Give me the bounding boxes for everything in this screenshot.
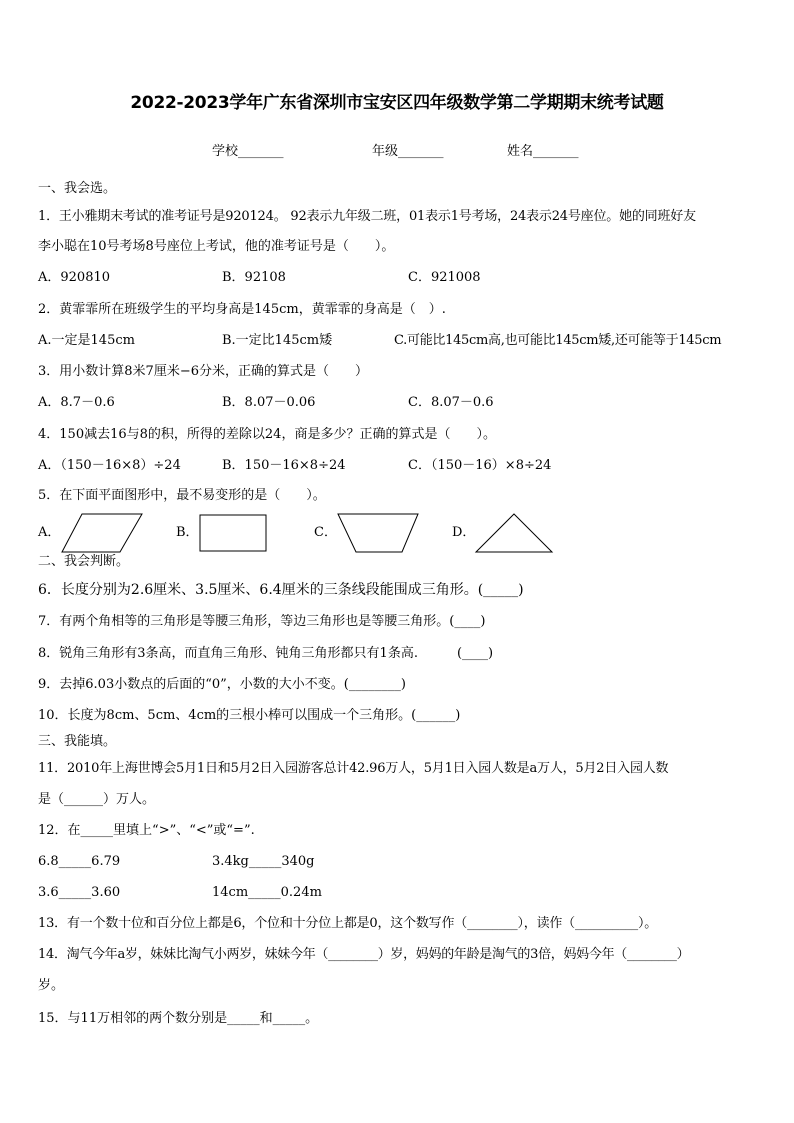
trapezoid-icon bbox=[336, 512, 422, 554]
question-10: 10．长度为8cm、5cm、4cm的三根小棒可以围成一个三角形。(______) bbox=[38, 708, 461, 723]
question-1-option-a[interactable]: A．920810 bbox=[38, 270, 111, 285]
question-6: 6．长度分别为2.6厘米、3.5厘米、6.4厘米的三条线段能围成三角形。(_____) bbox=[38, 582, 524, 598]
question-5-option-d[interactable]: D． bbox=[452, 525, 476, 540]
question-3-option-a[interactable]: A．8.7－0.6 bbox=[38, 395, 115, 410]
question-9: 9．去掉6.03小数点的后面的“0”，小数的大小不变。(________) bbox=[38, 677, 406, 692]
grade-field[interactable]: 年级_______ bbox=[372, 144, 444, 159]
parallelogram-icon bbox=[60, 512, 144, 554]
question-14-line-2: 岁。 bbox=[38, 978, 65, 993]
question-15: 15．与11万相邻的两个数分别是_____和_____。 bbox=[38, 1011, 319, 1026]
question-2-option-a[interactable]: A.一定是145cm bbox=[38, 333, 135, 348]
question-4-option-a[interactable]: A．（150－16×8）÷24 bbox=[38, 458, 181, 473]
question-8: 8．锐角三角形有3条高，而直角三角形、钝角三角形都只有1条高. (____) bbox=[38, 646, 494, 661]
question-4-option-b[interactable]: B．150－16×8÷24 bbox=[222, 458, 346, 473]
section-heading-judge: 二、我会判断。 bbox=[38, 554, 130, 569]
triangle-icon bbox=[474, 512, 556, 554]
question-12-item-4[interactable]: 14cm_____0.24m bbox=[212, 885, 322, 900]
section-heading-fill: 三、我能填。 bbox=[38, 734, 117, 749]
question-4-option-c[interactable]: C．（150－16）×8÷24 bbox=[408, 458, 552, 473]
question-5-option-a[interactable]: A． bbox=[38, 525, 61, 540]
question-13: 13．有一个数十位和百分位上都是6，个位和十分位上都是0，这个数写作（________），读作（__________）。 bbox=[38, 916, 658, 931]
question-3-option-b[interactable]: B．8.07－0.06 bbox=[222, 395, 316, 410]
question-12-item-3[interactable]: 3.6_____3.60 bbox=[38, 885, 121, 900]
question-2-option-c[interactable]: C.可能比145cm高,也可能比145cm矮,还可能等于145cm bbox=[394, 333, 722, 348]
rectangle-icon bbox=[198, 513, 270, 553]
question-5-option-b[interactable]: B． bbox=[176, 525, 199, 540]
question-3: 3．用小数计算8米7厘米−6分米，正确的算式是（ ） bbox=[38, 364, 368, 379]
question-7: 7．有两个角相等的三角形是等腰三角形，等边三角形也是等腰三角形。(____) bbox=[38, 614, 486, 629]
question-1-option-b[interactable]: B．92108 bbox=[222, 270, 286, 285]
question-14-line-1: 14．淘气今年a岁，妹妹比淘气小两岁，妹妹今年（________）岁，妈妈的年龄是淘气的3倍，妈妈今年（________） bbox=[38, 947, 690, 962]
section-heading-choice: 一、我会选。 bbox=[38, 181, 117, 196]
question-1-line-2: 李小聪在10号考场8号座位上考试，他的准考证号是（ ）。 bbox=[38, 239, 395, 254]
question-1-option-c[interactable]: C．921008 bbox=[408, 270, 481, 285]
question-11-line-1: 11．2010年上海世博会5月1日和5月2日入园游客总计42.96万人，5月1日入园人数是a万人，5月2日入园人数 bbox=[38, 761, 669, 776]
name-field[interactable]: 姓名_______ bbox=[507, 144, 579, 159]
question-1-line-1: 1．王小雅期末考试的准考证号是920124。 92表示九年级二班，01表示1号考场，24表示24号座位。她的同班好友 bbox=[38, 209, 696, 224]
question-2: 2．黄霏霏所在班级学生的平均身高是145cm，黄霏霏的身高是（ ）. bbox=[38, 302, 446, 317]
page-title: 2022-2023学年广东省深圳市宝安区四年级数学第二学期期末统考试题 bbox=[130, 93, 664, 113]
question-12-item-1[interactable]: 6.8_____6.79 bbox=[38, 854, 121, 869]
question-4: 4．150减去16与8的积，所得的差除以24，商是多少？正确的算式是（ ）。 bbox=[38, 427, 496, 442]
question-5: 5．在下面平面图形中，最不易变形的是（ ）。 bbox=[38, 488, 326, 503]
question-5-option-c[interactable]: C． bbox=[314, 525, 337, 540]
question-2-option-b[interactable]: B.一定比145cm矮 bbox=[222, 333, 333, 348]
question-11-line-2: 是（______）万人。 bbox=[38, 792, 156, 807]
school-field[interactable]: 学校_______ bbox=[212, 144, 284, 159]
question-3-option-c[interactable]: C．8.07－0.6 bbox=[408, 395, 494, 410]
question-12-item-2[interactable]: 3.4kg_____340g bbox=[212, 854, 315, 869]
question-12: 12．在_____里填上“>”、“<”或“=”. bbox=[38, 823, 255, 838]
